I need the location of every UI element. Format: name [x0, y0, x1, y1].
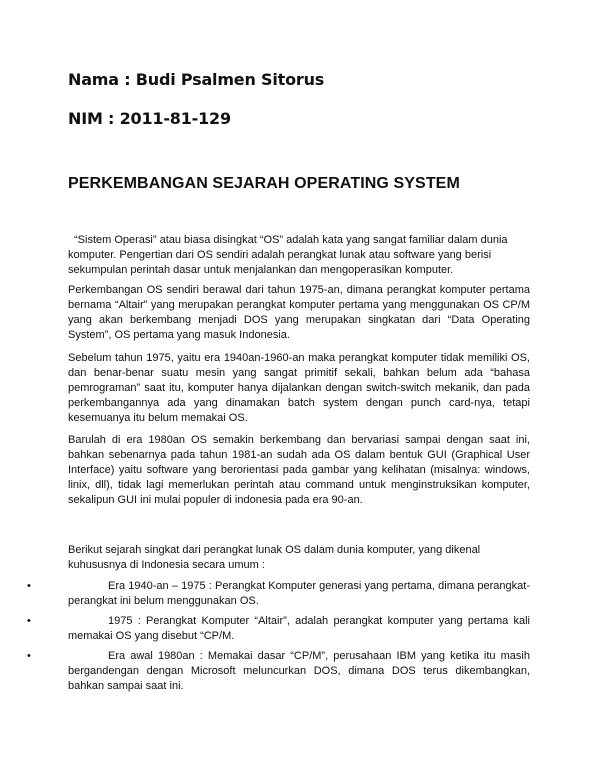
paragraph-before-1975: Sebelum tahun 1975, yaitu era 1940an-1960-an maka perangkat komputer tidak memiliki OS, dan benar-benar suatu mesin yang sangat primitif sekali, bahkan belum ada “bahasa pemrograman” saat itu, komputer hanya dijalankan dengan switch-switch mekanik, dan pada perkembangannya ada yang dinamakan batch system dengan punch card-nya, tetapi kesemuanya itu belum memakai OS.: [68, 352, 530, 424]
list-item: [0, 579, 600, 609]
paragraph-1980s: Barulah di era 1980an OS semakin berkembang dan bervariasi sampai dengan saat ini, bahkan sebenarnya pada tahun 1981-an sudah ada OS dalam bentuk GUI (Graphical User Interface) yaitu software yang berorientasi pada gambar yang kelihatan (misalnya: windows, linix, dll), tidak lagi memerlukan perintah atau command untuk menginstruksikan komputer, sekalipun GUI ini mulai populer di indonesia pada era 90-an.: [68, 434, 530, 506]
student-name: Nama : Budi Psalmen Sitorus: [68, 70, 325, 89]
paragraph-intro: “Sistem Operasi” atau biasa disingkat “OS” adalah kata yang sangat familiar dalam dunia komputer. Pengertian dari OS sendiri adalah perangkat lunak atau software yang berisi sekumpulan perintah dasar untuk menjalankan dan mengoperasikan komputer.: [68, 234, 508, 276]
timeline-list: [0, 579, 600, 699]
list-item-text: Era 1940-an – 1975 : Perangkat Komputer generasi yang pertama, dimana perangkat- perangkat ini belum menggunakan OS.: [68, 580, 530, 607]
paragraph-list-intro: Berikut sejarah singkat dari perangkat lunak OS dalam dunia komputer, yang dikenal kuhususnya di Indonesia secara umum :: [68, 544, 481, 571]
list-item-text: Era awal 1980an : Memakai dasar “CP/M”, perusahaan IBM yang ketika itu masih bergandengan dengan Microsoft meluncurkan DOS, dimana DOS terus dikembangkan, bahkan sampai saat ini.: [68, 650, 530, 692]
list-item: [0, 649, 600, 694]
student-nim: NIM : 2011-81-129: [68, 109, 231, 128]
list-item: [0, 614, 600, 644]
bullet-icon: •: [27, 650, 31, 662]
bullet-icon: •: [27, 615, 31, 627]
bullet-icon: •: [27, 580, 31, 592]
document-title: PERKEMBANGAN SEJARAH OPERATING SYSTEM: [68, 175, 460, 192]
paragraph-history: Perkembangan OS sendiri berawal dari tahun 1975-an, dimana perangkat komputer pertama bernama “Altair” yang merupakan perangkat komputer pertama yang menggunakan OS CP/M yang akan berkembang menjadi DOS yang merupakan singkatan dari “Data Operating System”, OS pertama yang masuk Indonesia.: [68, 284, 530, 341]
list-item-text: 1975 : Perangkat Komputer “Altair”, adalah perangkat komputer yang pertama kali memakai OS yang disebut “CP/M.: [68, 615, 530, 642]
